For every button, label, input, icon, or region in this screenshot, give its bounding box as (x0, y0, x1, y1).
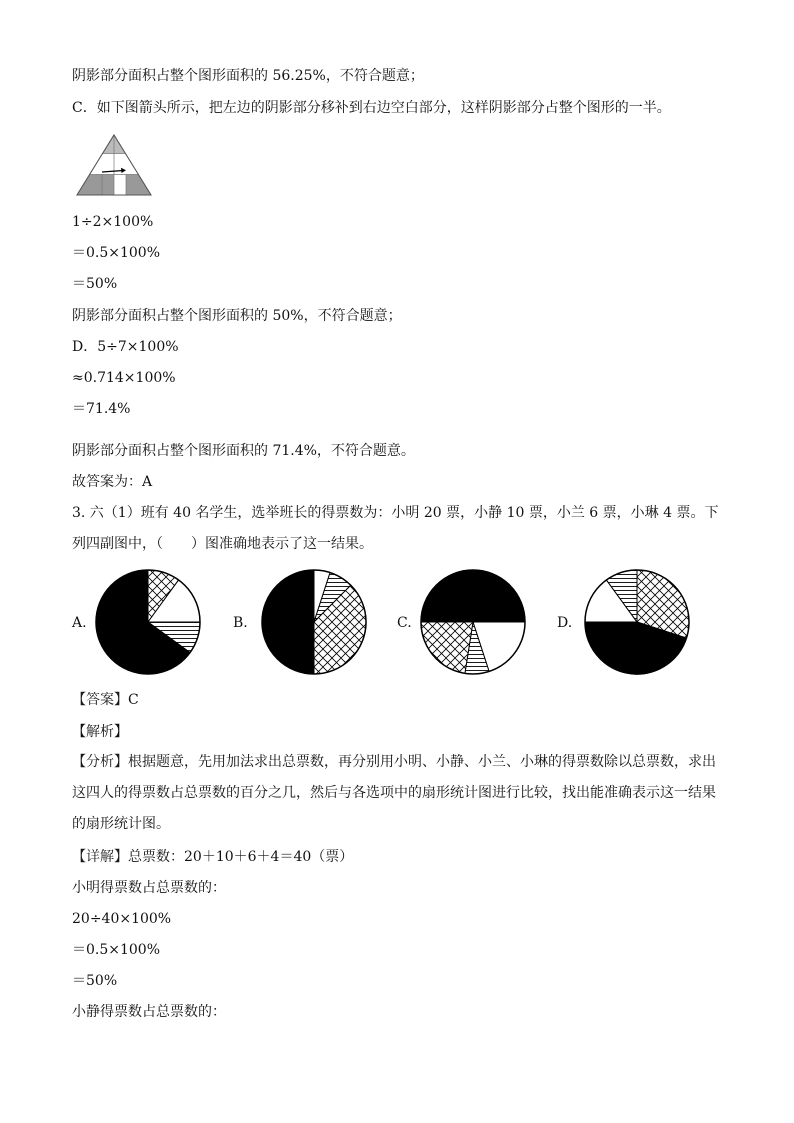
text-line: ＝50% (72, 276, 118, 292)
text-line: ＝71.4% (72, 401, 131, 417)
answer-line (72, 690, 139, 710)
text-line: 故答案为：A (72, 474, 153, 490)
triangle-figure (76, 134, 152, 196)
pie-b (261, 569, 367, 675)
option-d-label: D. (557, 615, 573, 631)
text-line: 20÷40×100% (72, 911, 172, 927)
xiangjie-text: 总票数：20＋10＋6＋4＝40（票） (128, 849, 354, 865)
text-line: 阴影部分面积占整个图形面积的 50%，不符合题意； (72, 308, 402, 324)
text-line: 小静得票数占总票数的： (72, 1004, 226, 1020)
text-line: 阴影部分面积占整个图形面积的 56.25%，不符合题意； (72, 68, 424, 84)
text-line: 阴影部分面积占整个图形面积的 71.4%，不符合题意。 (72, 443, 415, 459)
fenxi-tag: 【分析】 (72, 754, 128, 770)
answer-value: C (128, 692, 139, 708)
answer-tag: 【答案】 (72, 692, 128, 708)
detail-line (72, 847, 353, 867)
option-b-label: B. (233, 615, 248, 631)
text-line: C．如下图箭头所示，把左边的阴影部分移补到右边空白部分，这样阴影部分占整个图形的一半。 (72, 100, 671, 116)
option-c-label: C. (397, 615, 412, 631)
text-line: ≈0.714×100% (72, 370, 176, 386)
text-line: ＝0.5×100% (72, 942, 161, 958)
option-a-label: A. (72, 615, 87, 631)
fenxi-paragraph (72, 747, 722, 840)
pie-d (584, 569, 690, 675)
text-line: ＝0.5×100% (72, 245, 161, 261)
pie-c (420, 569, 526, 675)
fenxi-text: 根据题意，先用加法求出总票数，再分别用小明、小静、小兰、小琳的得票数除以总票数，求出这四人的得票数占总票数的百分之几，然后与各选项中的扇形统计图进行比较，找出能准确表示这一结果的扇形统计图。 (72, 754, 716, 832)
text-line: 1÷2×100% (72, 214, 154, 230)
text-line: D．5÷7×100% (72, 339, 179, 355)
pie-a (95, 569, 201, 675)
question-3: 3. 六（1）班有 40 名学生，选举班长的得票数为：小明 20 票，小静 10 票，小兰 6 票，小琳 4 票。下列四副图中，（ ）图准确地表示了这一结果。 (72, 505, 719, 552)
xiangjie-tag: 【详解】 (72, 849, 128, 865)
text-line: ＝50% (72, 973, 118, 989)
text-line: 小明得票数占总票数的： (72, 880, 226, 896)
analysis-tag: 【解析】 (72, 724, 128, 740)
